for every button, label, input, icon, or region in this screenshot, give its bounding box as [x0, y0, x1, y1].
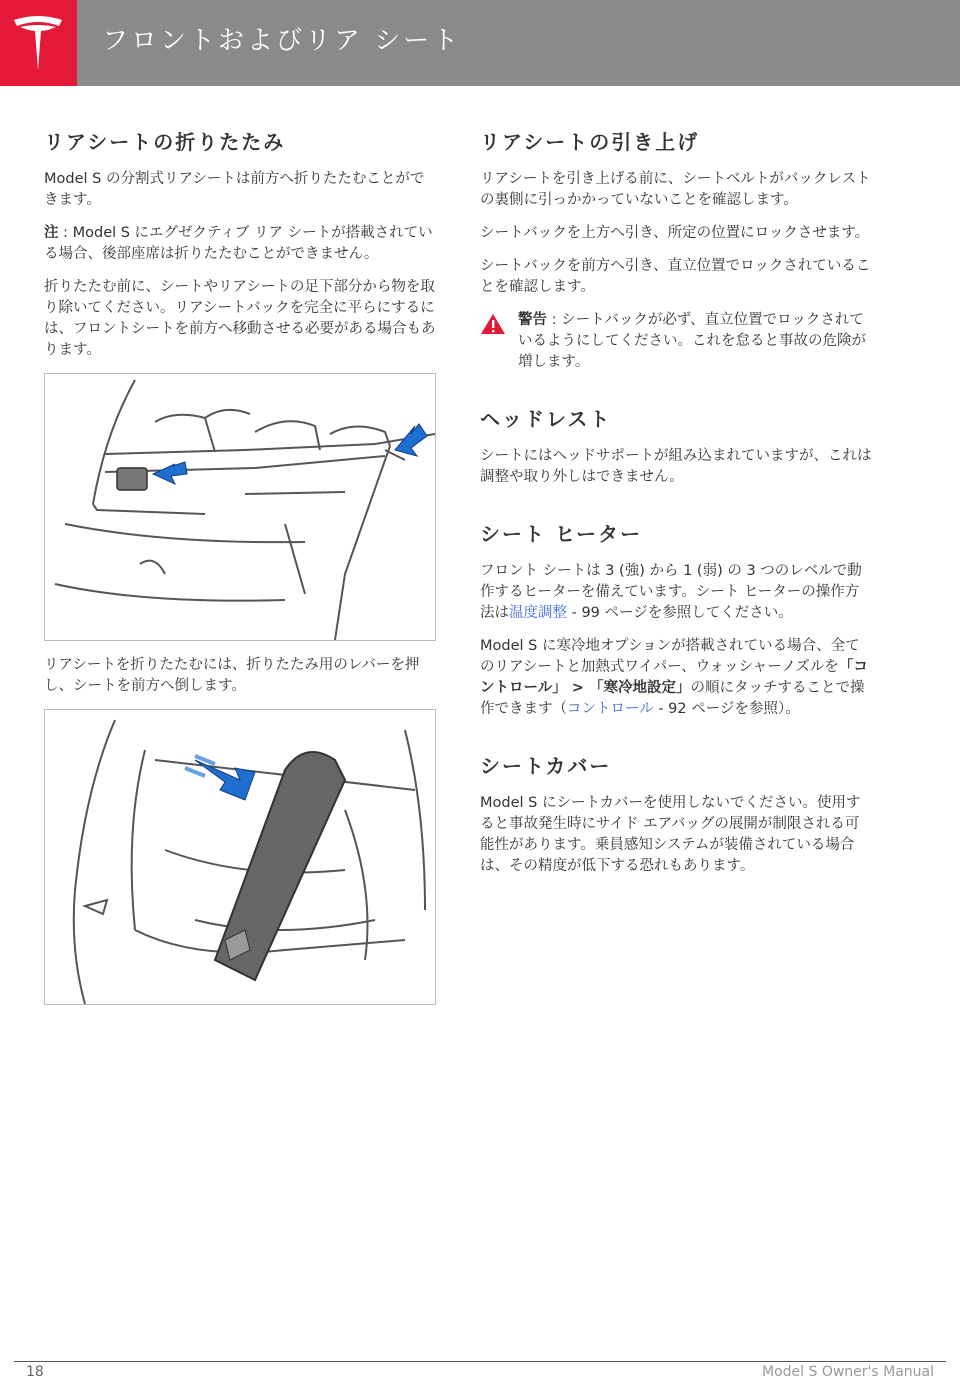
page-number: 18	[26, 1364, 44, 1380]
paragraph: Model S にシートカバーを使用しないでください。使用すると事故発生時にサイド エアバッグの展開が制限される可能性があります。乗員感知システムが装備されている場合は、その精度が低下する恐れもあります。	[480, 795, 861, 874]
text-run: - 99 ページを参照してください。	[567, 605, 793, 621]
tesla-logo-icon	[10, 14, 66, 72]
ui-label-controls: 「コントロール」	[480, 659, 868, 696]
manual-name: Model S Owner's Manual	[762, 1364, 934, 1380]
footer-divider	[14, 1361, 946, 1362]
page-header	[0, 0, 960, 86]
section-heading-seat-cover: シートカバー	[480, 754, 612, 778]
ui-label-cold-weather: 「寒冷地設定」	[588, 680, 691, 696]
warning-label: 警告	[518, 312, 547, 328]
paragraph	[480, 636, 872, 720]
seat-fold-illustration	[45, 710, 435, 1004]
section-headrest	[480, 403, 872, 488]
right-column	[480, 126, 872, 889]
paragraph: リアシートを引き上げる前に、シートベルトがバックレストの裏側に引っかかっていないことを確認します。	[480, 171, 871, 208]
section-heading-seat-heater: シート ヒーター	[480, 522, 643, 546]
page-title: フロントおよびリア シート	[102, 26, 462, 56]
paragraph: Model S の分割式リアシートは前方へ折りたたむことができます。	[44, 171, 425, 208]
paragraph: リアシートを折りたたむには、折りたたみ用のレバーを押し、シートを前方へ倒します。	[44, 657, 420, 694]
logo-box	[0, 0, 77, 86]
paragraph: シートにはヘッドサポートが組み込まれていますが、これは調整や取り外しはできません。	[480, 448, 872, 485]
warning-box	[480, 310, 872, 373]
link-climate-control[interactable]: 温度調整	[509, 605, 567, 621]
note-text: : Model S にエグゼクティブ リア シートが搭載されている場合、後部座席は折りたたむことができません。	[44, 225, 433, 262]
warning-text	[518, 310, 872, 373]
text-run: フロント シートは 3 (強) から 1 (弱) の 3 つのレベルで動作するヒーターを備えています。シート ヒーターの操作方法は	[480, 563, 862, 621]
paragraph: シートバックを上方へ引き、所定の位置にロックさせます。	[480, 225, 870, 241]
section-heading-headrest: ヘッドレスト	[480, 407, 612, 431]
paragraph: 折りたたむ前に、シートやリアシートの足下部分から物を取り除いてください。リアシートバックを完全に平らにするには、フロントシートを前方へ移動させる必要がある場合もあります。	[44, 279, 436, 358]
paragraph	[480, 561, 872, 624]
figure-rear-seat-levers	[44, 373, 436, 641]
section-heading-fold: リアシートの折りたたみ	[44, 130, 286, 154]
note-label: 注	[44, 225, 59, 241]
section-heading-raise: リアシートの引き上げ	[480, 130, 700, 154]
text-run: Model S に寒冷地オプションが搭載されている場合、全てのリアシートと加熱式ワイパー、ウォッシャーノズルを	[480, 638, 860, 675]
left-column	[44, 126, 436, 1019]
paragraph: シートバックを前方へ引き、直立位置でロックされていることを確認します。	[480, 258, 871, 295]
warning-icon	[480, 313, 506, 335]
note-paragraph	[44, 223, 436, 265]
seat-illustration	[45, 374, 435, 640]
text-run: の順にタッチすることで操作できます（	[480, 680, 865, 717]
separator: >	[566, 680, 589, 696]
section-seat-cover	[480, 750, 872, 877]
warning-body: : シートバックが必ず、直立位置でロックされているようにしてください。これを怠ると事故の危険が増します。	[518, 312, 866, 370]
figure-fold-seat-forward	[44, 709, 436, 1005]
text-run: - 92 ページを参照）。	[653, 701, 800, 717]
section-seat-heater	[480, 518, 872, 720]
link-controls[interactable]: コントロール	[567, 701, 654, 717]
